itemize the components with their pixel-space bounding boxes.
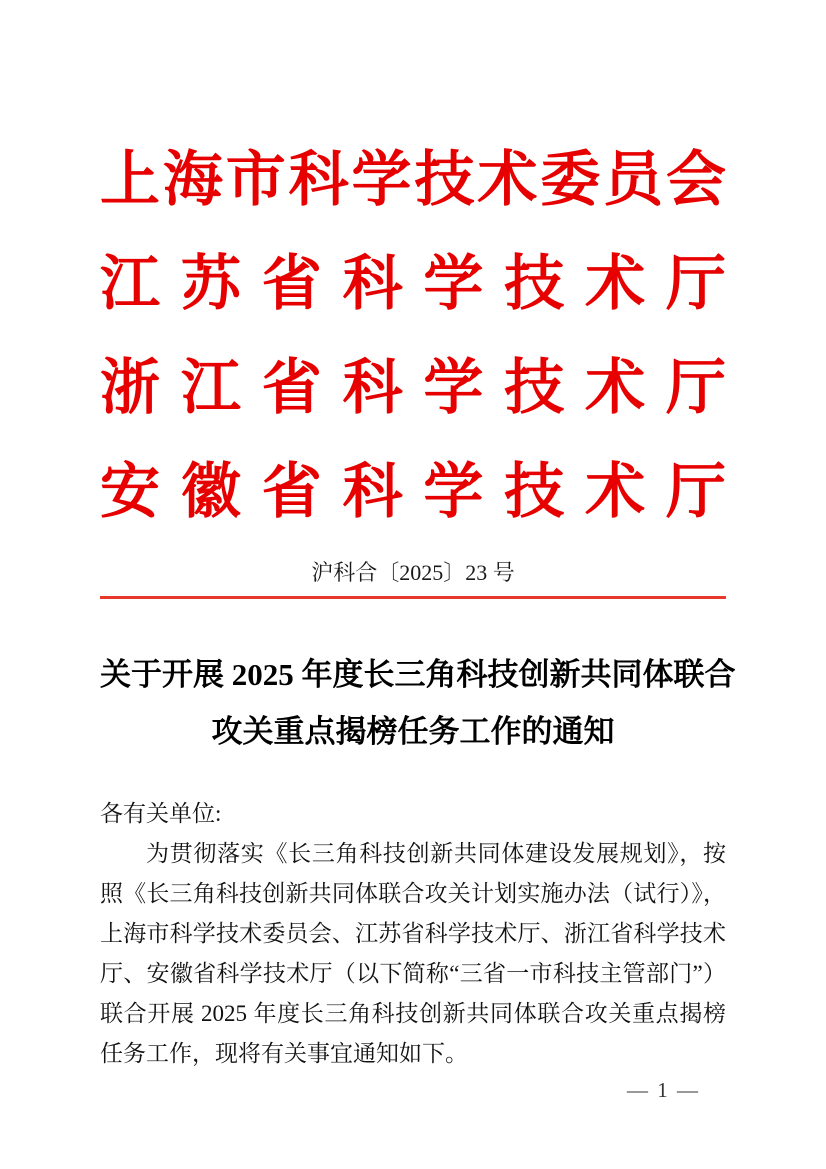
letterhead [100,0,726,544]
notice-title-line-1: 关于开展 2025 年度长三角科技创新共同体联合 [100,657,736,692]
letterhead-org-line-4: 安徽省科学技术厅 [100,459,726,525]
red-divider-rule [100,596,726,599]
notice-title [100,646,736,760]
salutation: 各有关单位: [100,801,222,826]
notice-title-line-2: 攻关重点揭榜任务工作的通知 [211,714,615,749]
page-number: — 1 — [627,1078,700,1102]
letterhead-org-line-1: 上海市科学技术委员会 [100,147,726,213]
doc-number: 沪科合〔2025〕23 号 [311,560,515,585]
letterhead-org-line-3: 浙江省科学技术厅 [100,355,726,421]
notice-body [100,794,726,1074]
letterhead-org-line-2: 江苏省科学技术厅 [100,251,726,317]
body-paragraph: 为贯彻落实《长三角科技创新共同体建设发展规划》，按照《长三角科技创新共同体联合攻关计划实施办法（试行）》，上海市科学技术委员会、江苏省科学技术厅、浙江省科学技术厅、安徽省科学技术厅（以下简称“三省一市科技主管部门”）联合开展 2025 年度长三角科技创新共同体联合攻关重点揭榜任务工作，现将有关事宜通知如下。 [100,841,726,1066]
